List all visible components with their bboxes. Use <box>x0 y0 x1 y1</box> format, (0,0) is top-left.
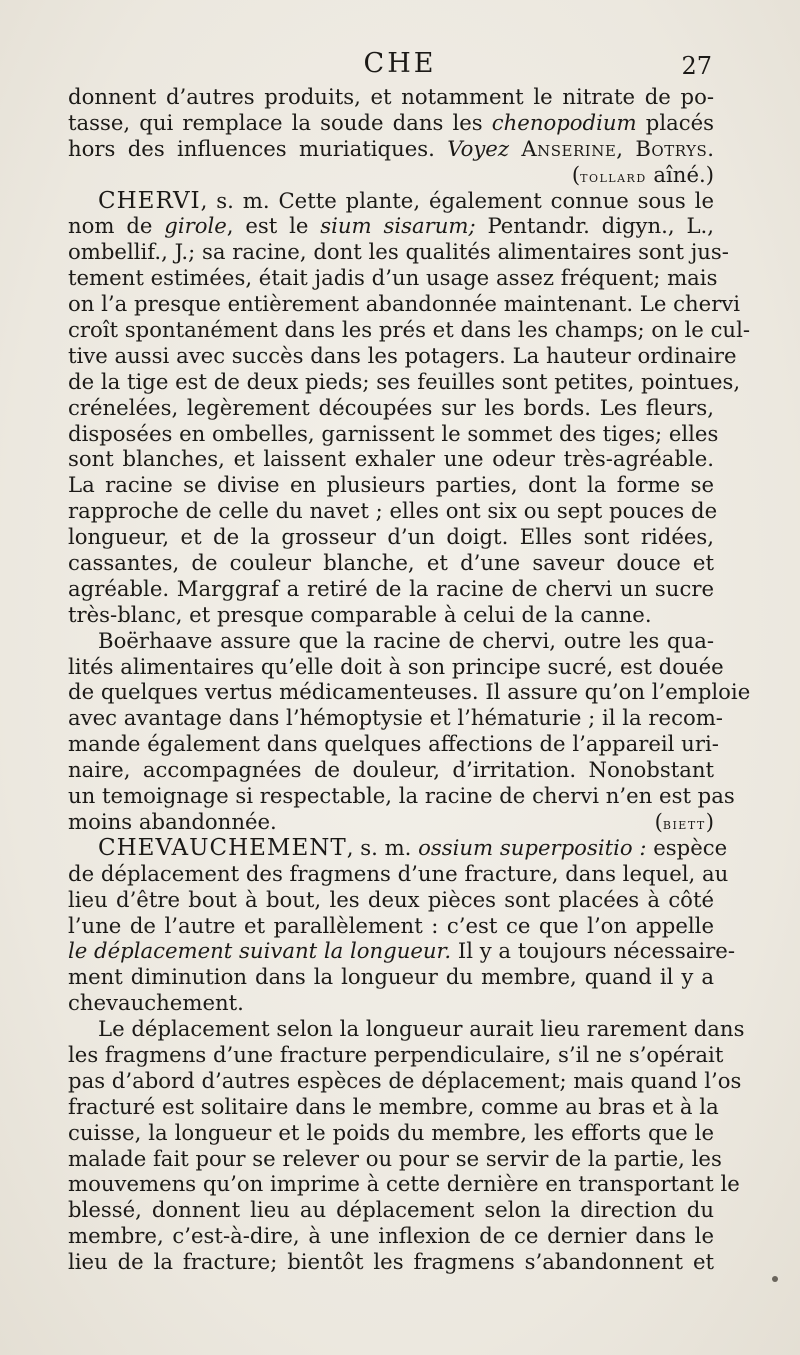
body-text <box>68 84 751 1275</box>
text-line <box>68 188 714 214</box>
text-run: Pentandr. digyn., L., <box>475 213 714 239</box>
text-line <box>68 834 728 861</box>
text-line: un temoignage si respectable, la racine de chervi n’en est pas <box>68 783 735 809</box>
text-line: tive aussi avec succès dans les potagers. La hauteur ordinaire <box>68 342 737 368</box>
text-line: naire, accompagnées de douleur, d’irritation. Nonobstant <box>68 757 714 783</box>
text-line <box>68 809 714 835</box>
text-run: ) <box>705 808 714 834</box>
text-line: disposées en ombelles, garnissent le sommet des tiges; elles <box>68 420 719 446</box>
text-line: très-blanc, et presque comparable à celui de la canne. <box>68 601 652 627</box>
text-line: chevauchement. <box>68 990 244 1016</box>
text-line: fracturé est solitaire dans le membre, comme au bras et à la <box>68 1093 719 1119</box>
text-line: sont blanches, et laissent exhaler une odeur très-agréable. <box>68 446 714 472</box>
text-run: , s. m. <box>346 834 419 860</box>
text-line: cassantes, de couleur blanche, et d’une saveur douce et <box>68 550 714 576</box>
italic-text: Voyez <box>447 135 510 161</box>
small-caps-text: Anserine <box>521 135 617 161</box>
text-line: donnent d’autres produits, et notamment le nitrate de po- <box>68 84 714 109</box>
text-run: espèce <box>646 834 728 860</box>
text-line: longueur, et de la grosseur d’un doigt. Elles sont ridées, <box>68 524 714 550</box>
italic-text: le déplacement suivant la longueur. <box>68 938 452 964</box>
paper-speck <box>772 1276 778 1282</box>
text-run: ( <box>654 808 663 834</box>
text-line: avec avantage dans l’hémoptysie et l’hématurie ; il la recom- <box>68 705 723 731</box>
text-line: La racine se divise en plusieurs parties, dont la forme se <box>68 472 714 498</box>
text-line <box>68 162 714 188</box>
line-left <box>68 809 277 835</box>
text-line: de quelques vertus médicamenteuses. Il assure qu’on l’emploie <box>68 679 751 705</box>
text-line: cuisse, la longueur et le poids du membre, les efforts que le <box>68 1119 714 1145</box>
running-head <box>0 48 800 84</box>
text-run: Il y a toujours nécessaire- <box>451 938 735 964</box>
text-line: croît spontanément dans les prés et dans les champs; on le cul- <box>68 317 751 343</box>
text-run: nom de <box>68 213 165 239</box>
text-line: lités alimentaires qu’elle doit à son principe sucré, est douée <box>68 653 724 679</box>
text-line: crénelées, legèrement découpées sur les bords. Les fleurs, <box>68 394 714 420</box>
entry-headword: CHEVAUCHEMENT <box>98 834 347 861</box>
page-number: 27 <box>681 52 712 80</box>
italic-text: sium sisarum; <box>320 213 476 239</box>
text-line: malade fait pour se relever ou pour se servir de la partie, les <box>68 1145 722 1171</box>
text-line: l’une de l’autre et parallèlement : c’est ce que l’on appelle <box>68 912 714 938</box>
text-line: de déplacement des fragmens d’une fracture, dans lequel, au <box>68 860 729 886</box>
running-head-word: CHE <box>363 48 437 79</box>
text-line <box>68 938 735 964</box>
text-run: . <box>707 135 714 161</box>
line-right <box>655 809 714 835</box>
text-line: mande également dans quelques affections de l’appareil uri- <box>68 731 719 757</box>
text-run: aîné.) <box>646 161 714 187</box>
text-line: membre, c’est-à-dire, à une inflexion de ce dernier dans le <box>68 1223 714 1249</box>
text-line: rapproche de celle du navet ; elles ont six ou sept pouces de <box>68 498 718 524</box>
text-line <box>68 136 714 162</box>
entry-headword: CHERVI <box>98 187 201 214</box>
text-line: Le déplacement selon la longueur aurait lieu rarement dans <box>98 1016 745 1042</box>
text-run: ( <box>571 161 581 187</box>
text-line: pas d’abord d’autres espèces de déplacement; mais quand l’os <box>68 1067 742 1093</box>
text-line: de la tige est de deux pieds; ses feuilles sont petites, pointues, <box>68 368 741 394</box>
text-run: , <box>616 135 636 161</box>
text-line: tement estimées, était jadis d’un usage assez fréquent; mais <box>68 265 718 291</box>
text-line: Boërhaave assure que la racine de chervi, outre les qua- <box>98 627 714 653</box>
italic-text: ossium superpositio : <box>418 834 647 860</box>
italic-text: chenopodium <box>491 109 637 135</box>
small-caps-text: Botrys <box>635 135 708 161</box>
author-signature: biett <box>662 813 706 833</box>
text-line: lieu de la fracture; bientôt les fragmens s’abandonnent et <box>68 1249 714 1275</box>
text-run: tasse, qui remplace la soude dans les <box>68 109 492 135</box>
text-line: ment diminution dans la longueur du membre, quand il y a <box>68 964 714 990</box>
text-line: lieu d’être bout à bout, les deux pièces sont placées à côté <box>68 886 714 912</box>
text-run <box>509 136 521 161</box>
text-line: on l’a presque entièrement abandonnée maintenant. Le chervi <box>68 291 741 317</box>
text-line: les fragmens d’une fracture perpendiculaire, s’il ne s’opérait <box>68 1041 724 1067</box>
author-signature: tollard <box>580 166 647 186</box>
text-line: ombellif., J.; sa racine, dont les qualités alimentaires sont jus- <box>68 239 729 265</box>
text-line <box>68 110 714 136</box>
text-run: , s. m. Cette plante, également connue sous le <box>200 187 714 213</box>
text-run: moins abandonnée. <box>68 808 277 834</box>
text-line <box>68 213 714 239</box>
text-run: , est le <box>226 213 321 239</box>
text-run: placés <box>636 109 715 135</box>
text-run: hors des influences muriatiques. <box>68 135 448 161</box>
text-line: blessé, donnent lieu au déplacement selon la direction du <box>68 1197 714 1223</box>
text-line: agréable. Marggraf a retiré de la racine de chervi un sucre <box>68 575 714 601</box>
italic-text: girole <box>164 213 227 239</box>
text-line: mouvemens qu’on imprime à cette dernière en transportant le <box>68 1171 740 1197</box>
